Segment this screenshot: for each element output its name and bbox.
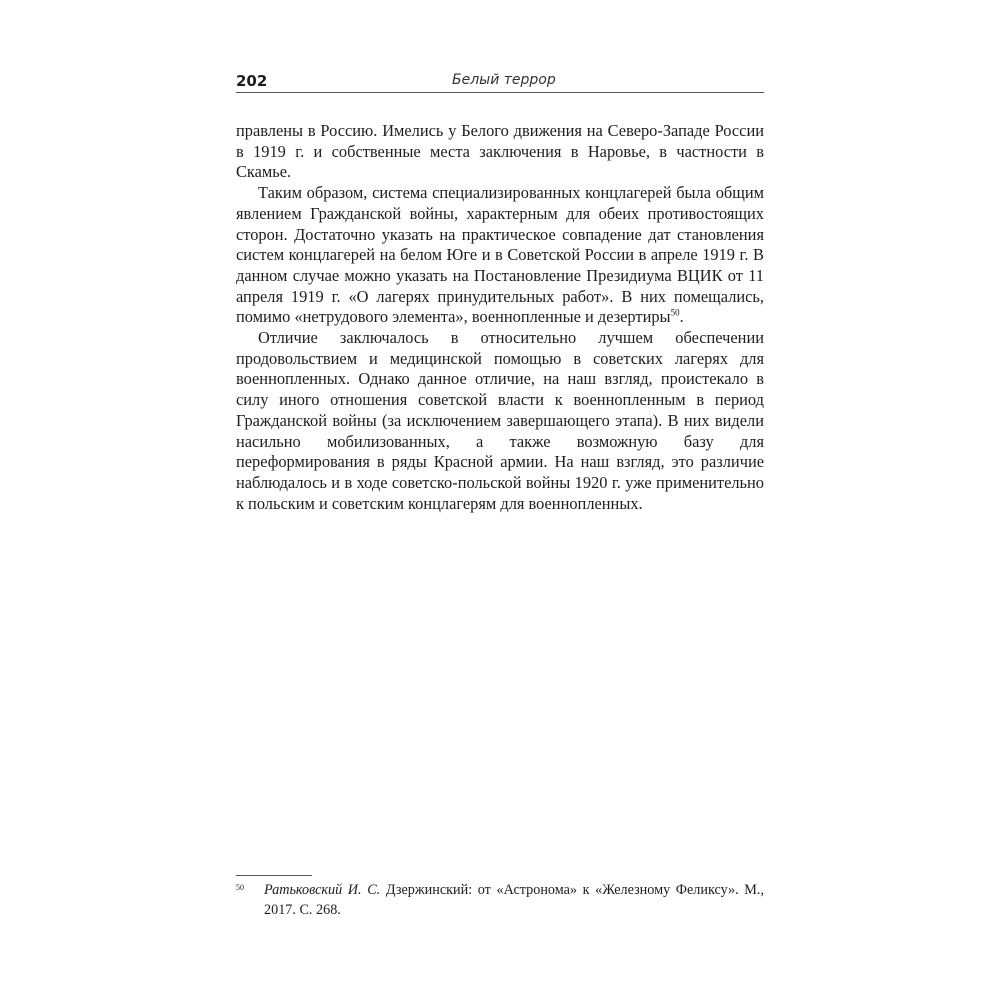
page-number: 202 [236,72,268,90]
footnote [236,880,764,920]
footnote-reference[interactable]: 50 [670,307,680,318]
footnote-number: 50 [236,883,244,892]
paragraph-1: правлены в Россию. Имелись у Белого движения на Северо-Западе России в 1919 г. и собственные места заключения в Наровье, в частности в Скамье. [236,121,764,182]
footnote-author: Ратьковский И. С. [264,882,381,898]
footnote-text [264,880,764,920]
paragraph-2 [236,183,764,328]
footnote-citation: Дзержинский: от «Астронома» к «Железному Феликсу». М., 2017. С. 268. [264,882,764,918]
paragraph-3: Отличие заключалось в относительно лучшем обеспечении продовольствием и медицинской помощью в советских лагерях для военнопленных. Однако данное отличие, на наш взгляд, проистекало в силу иного отношения советской власти к военнопленным в период Гражданской войны (за исключением завершающего этапа). В них видели насильно мобилизованных, а также возможную базу для переформирования в ряды Красной армии. На наш взгляд, это различие наблюдалось и в ходе советско-польской войны 1920 г. уже применительно к польским и советским концлагерям для военнопленных. [236,328,764,513]
body-text [236,121,764,514]
paragraph-2-end: . [679,307,684,327]
footnote-divider [236,875,312,876]
running-header [236,70,764,93]
paragraph-2-text: Таким образом, система специализированных концлагерей была общим явлением Гражданской войны, характерным для обеих противостоящих сторон. Достаточно указать на практическое совпадение дат становления систем концлагерей на белом Юге и в Советской России в апреле 1919 г. В данном случае можно указать на Постановление Президиума ВЦИК от 11 апреля 1919 г. «О лагерях принудительных работ». В них помещались, помимо «нетрудового элемента», военнопленные и дезертиры [236,183,764,327]
running-title: Белый террор [452,72,556,88]
